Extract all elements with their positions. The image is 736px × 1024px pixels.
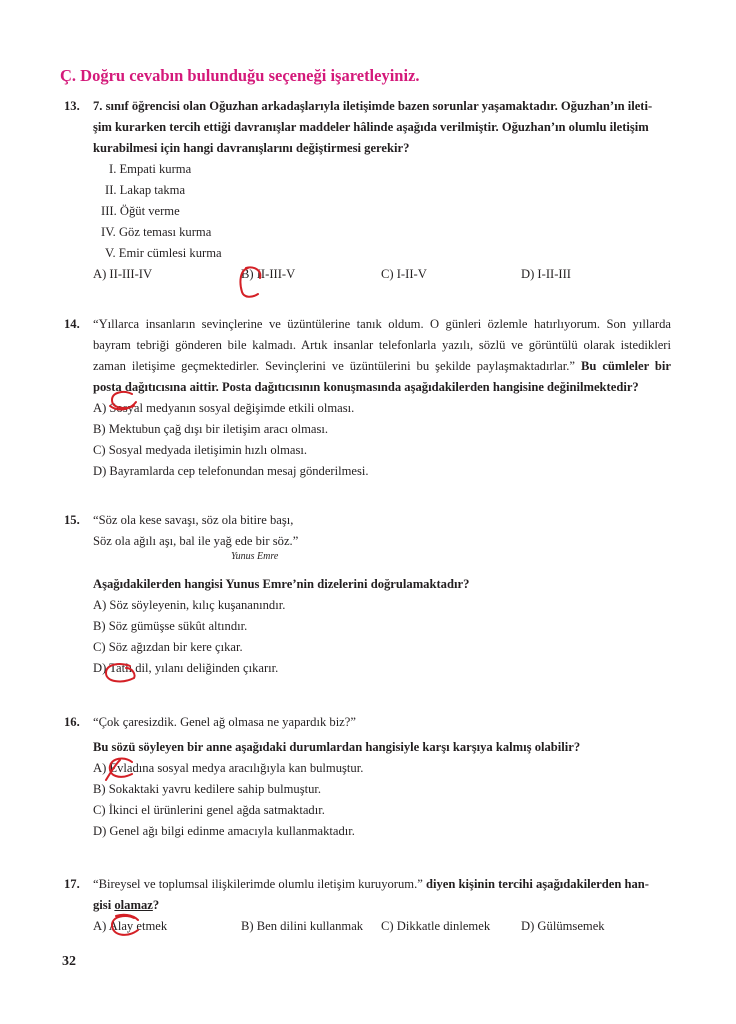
question-text	[93, 314, 671, 398]
question-number: 14.	[64, 317, 80, 331]
option-d[interactable]: D) Genel ağı bilgi edinme amacıyla kullanmaktadır.	[93, 824, 355, 838]
option-b[interactable]: B) Sokaktaki yavru kedilere sahip bulmuştur.	[93, 782, 322, 796]
quote-text: “Yıllarca insanların sevinçlerine ve üzüntülerine tanık oldum. O günleri özlemle hatırlıyorum. Son yıllarda bayram tebriği gönderen bile kalmadı. Artık insanlar telefonlarla yazılı, sözlü ve görüntülü olarak istedikleri zaman iletişime geçmektedirler. Sevinçlerini ve üzüntülerini bu şekilde paylaşmaktadırlar.”	[93, 317, 671, 373]
question-stem-line: şim kurarken tercih ettiği davranışlar maddeler hâlinde aşağıda verilmiştir. Oğuzhan’ın olumlu iletişim	[93, 120, 649, 134]
option-d[interactable]: D) Bayramlarda cep telefonundan mesaj gönderilmesi.	[93, 464, 369, 478]
quote-text: “Bireysel ve toplumsal ilişkilerimde olumlu iletişim kuruyorum.”	[93, 877, 423, 891]
list-item: V. Emir cümlesi kurma	[105, 246, 222, 260]
option-a[interactable]: A) Sosyal medyanın sosyal değişimde etkili olması.	[93, 401, 355, 415]
quote-text: “Çok çaresizdik. Genel ağ olmasa ne yapardık biz?”	[93, 715, 356, 729]
question-prompt-end: ?	[152, 898, 160, 912]
option-a[interactable]: A) Alay etmek	[93, 919, 168, 933]
question-16	[64, 712, 671, 842]
options-row	[93, 916, 671, 937]
question-stem-line: kurabilmesi için hangi davranışlarını değiştirmesi gerekir?	[93, 141, 410, 155]
option-c[interactable]: C) Sosyal medyada iletişimin hızlı olması.	[93, 443, 308, 457]
list-item: III. Öğüt verme	[101, 204, 180, 218]
question-prompt: diyen kişinin tercihi aşağıdakilerden han-	[422, 877, 649, 891]
question-prompt: Bu sözü söyleyen bir anne aşağıdaki durumlardan hangisiyle karşı karşıya kalmış olabilir?	[93, 740, 581, 754]
poem-author: Yunus Emre	[231, 551, 279, 562]
option-b[interactable]: B) Ben dilini kullanmak	[241, 919, 364, 933]
list-item: IV. Göz teması kurma	[101, 225, 212, 239]
question-prompt-part: gisi	[93, 898, 115, 912]
option-a[interactable]: A) Evladına sosyal medya aracılığıyla kan bulmuştur.	[93, 761, 364, 775]
option-c[interactable]: C) I-II-V	[381, 267, 427, 281]
question-number: 15.	[64, 513, 80, 527]
option-b[interactable]: B) Mektubun çağ dışı bir iletişim aracı olması.	[93, 422, 329, 436]
question-number: 13.	[64, 99, 80, 113]
option-a[interactable]: A) Söz söyleyenin, kılıç kuşananındır.	[93, 598, 286, 612]
page-number: 32	[62, 954, 76, 969]
option-c[interactable]: C) Söz ağızdan bir kere çıkar.	[93, 640, 243, 654]
question-13	[64, 96, 671, 285]
option-d[interactable]: D) I-II-III	[521, 267, 571, 281]
option-b[interactable]: B) Söz gümüşse sükût altındır.	[93, 619, 248, 633]
options-row	[93, 264, 671, 285]
question-number: 17.	[64, 877, 80, 891]
question-number: 16.	[64, 715, 80, 729]
list-item: I. Empati kurma	[109, 162, 192, 176]
poem-line: “Söz ola kese savaşı, söz ola bitire başı,	[93, 513, 294, 527]
option-b[interactable]: B) II-III-V	[241, 267, 296, 281]
option-d[interactable]: D) Gülümsemek	[521, 919, 605, 933]
emphasis-word: olamaz	[114, 898, 153, 912]
section-title: Ç. Doğru cevabın bulunduğu seçeneği işaretleyiniz.	[60, 66, 420, 85]
poem-line: Söz ola ağılı aşı, bal ile yağ ede bir söz.”	[93, 534, 299, 548]
question-15	[64, 510, 671, 679]
option-a[interactable]: A) II-III-IV	[93, 267, 153, 281]
question-prompt: Bu cümleler bir posta dağıtıcısına aittir. Posta dağıtıcısının konuşmasında aşağıdakilerden hangisine değinilmektedir?	[93, 359, 672, 394]
question-text	[93, 874, 671, 895]
option-d[interactable]: D) Tatlı dil, yılanı deliğinden çıkarır.	[93, 661, 279, 675]
list-item: II. Lakap takma	[105, 183, 186, 197]
question-prompt-continued	[93, 895, 671, 916]
option-c[interactable]: C) Dikkatle dinlemek	[381, 919, 491, 933]
question-17	[64, 874, 671, 937]
question-stem-line: 7. sınıf öğrencisi olan Oğuzhan arkadaşlarıyla iletişimde bazen sorunlar yaşamaktadır. Oğuzhan’ın ileti-	[93, 99, 653, 113]
option-c[interactable]: C) İkinci el ürünlerini genel ağda satmaktadır.	[93, 803, 325, 817]
question-14	[64, 314, 672, 482]
question-prompt: Aşağıdakilerden hangisi Yunus Emre’nin dizelerini doğrulamaktadır?	[93, 577, 470, 591]
